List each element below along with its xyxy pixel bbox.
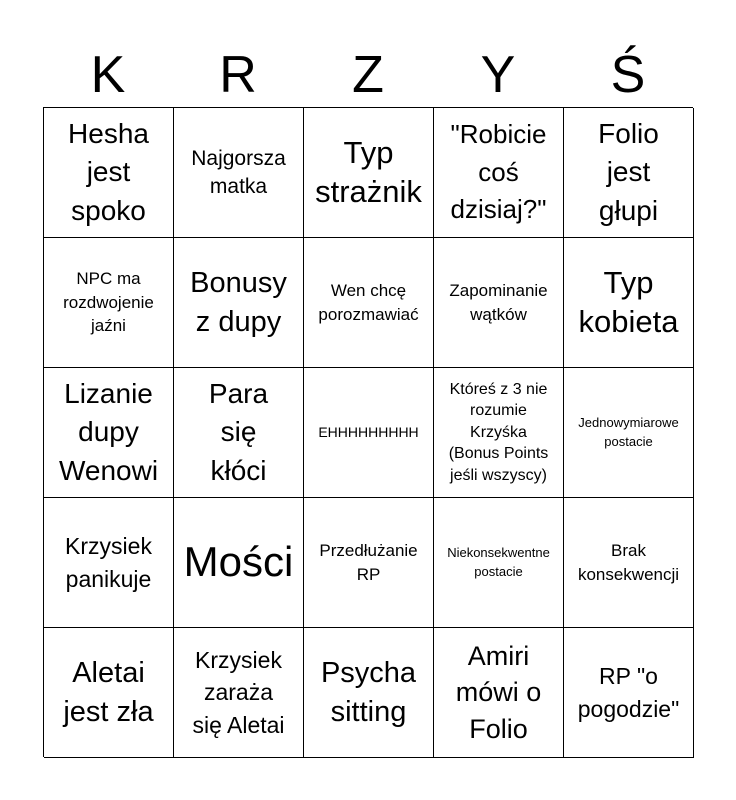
bingo-cell[interactable]	[434, 498, 564, 628]
cell-text: Typ strażnik	[315, 134, 422, 209]
cell-text: Folio jest głupi	[598, 117, 659, 226]
cell-text: Wen chcę porozmawiać	[318, 280, 419, 324]
header-letter-y: Y	[480, 46, 516, 104]
bingo-cell[interactable]	[564, 238, 694, 368]
bingo-cell[interactable]	[564, 498, 694, 628]
bingo-header	[43, 44, 693, 106]
cell-text: Typ kobieta	[578, 264, 679, 339]
bingo-grid	[43, 107, 693, 757]
cell-text: Psycha sitting	[320, 657, 417, 728]
cell-text: Para się kłóci	[208, 377, 269, 486]
bingo-cell[interactable]	[174, 238, 304, 368]
bingo-cell[interactable]	[434, 238, 564, 368]
cell-text: Przedłużanie RP	[319, 540, 418, 584]
bingo-cell[interactable]	[304, 108, 434, 238]
bingo-cell[interactable]	[304, 498, 434, 628]
bingo-cell[interactable]	[174, 108, 304, 238]
bingo-cell[interactable]	[174, 628, 304, 758]
bingo-cell[interactable]	[304, 368, 434, 498]
header-letter-z: Z	[352, 46, 384, 104]
bingo-cell[interactable]	[44, 628, 174, 758]
cell-text: EHHHHHHHHH	[318, 424, 419, 441]
bingo-cell[interactable]	[174, 498, 304, 628]
cell-text: Amiri mówi o Folio	[455, 640, 542, 744]
bingo-cell[interactable]	[44, 108, 174, 238]
bingo-cell[interactable]	[44, 498, 174, 628]
bingo-cell[interactable]	[304, 238, 434, 368]
cell-text: Aletai jest zła	[63, 657, 154, 728]
bingo-cell[interactable]	[174, 368, 304, 498]
bingo-cell[interactable]	[44, 238, 174, 368]
bingo-cell[interactable]	[434, 368, 564, 498]
cell-text: Krzysiek zaraża się Aletai	[192, 647, 285, 738]
cell-text: "Robicie coś dzisiaj?"	[450, 118, 547, 225]
cell-text: Któreś z 3 nie rozumie Krzyśka (Bonus Points jeśli wszyscy)	[448, 380, 549, 484]
cell-text: Niekonsekwentne postacie	[447, 545, 550, 579]
header-letter-s: Ś	[610, 46, 646, 104]
cell-text: Krzysiek panikuje	[65, 533, 152, 592]
cell-text: Zapominanie wątków	[449, 280, 548, 324]
bingo-cell[interactable]	[564, 368, 694, 498]
cell-text: Jednowymiarowe postacie	[578, 415, 679, 449]
cell-text: NPC ma rozdwojenie jaźni	[63, 268, 154, 336]
cell-text: Hesha jest spoko	[68, 117, 149, 226]
header-letter-r: R	[219, 46, 257, 104]
bingo-cell[interactable]	[434, 628, 564, 758]
cell-text: Najgorsza matka	[191, 147, 286, 198]
bingo-cell[interactable]	[304, 628, 434, 758]
bingo-cell[interactable]	[564, 108, 694, 238]
header-letter-k: K	[90, 46, 126, 104]
cell-text: RP "o pogodzie"	[577, 663, 680, 722]
cell-text: Lizanie dupy Wenowi	[58, 377, 159, 486]
cell-text: Bonusy z dupy	[190, 267, 287, 338]
cell-text: Mości	[183, 538, 294, 586]
bingo-cell[interactable]	[564, 628, 694, 758]
cell-text: Brak konsekwencji	[577, 540, 680, 584]
bingo-cell[interactable]	[434, 108, 564, 238]
bingo-cell[interactable]	[44, 368, 174, 498]
